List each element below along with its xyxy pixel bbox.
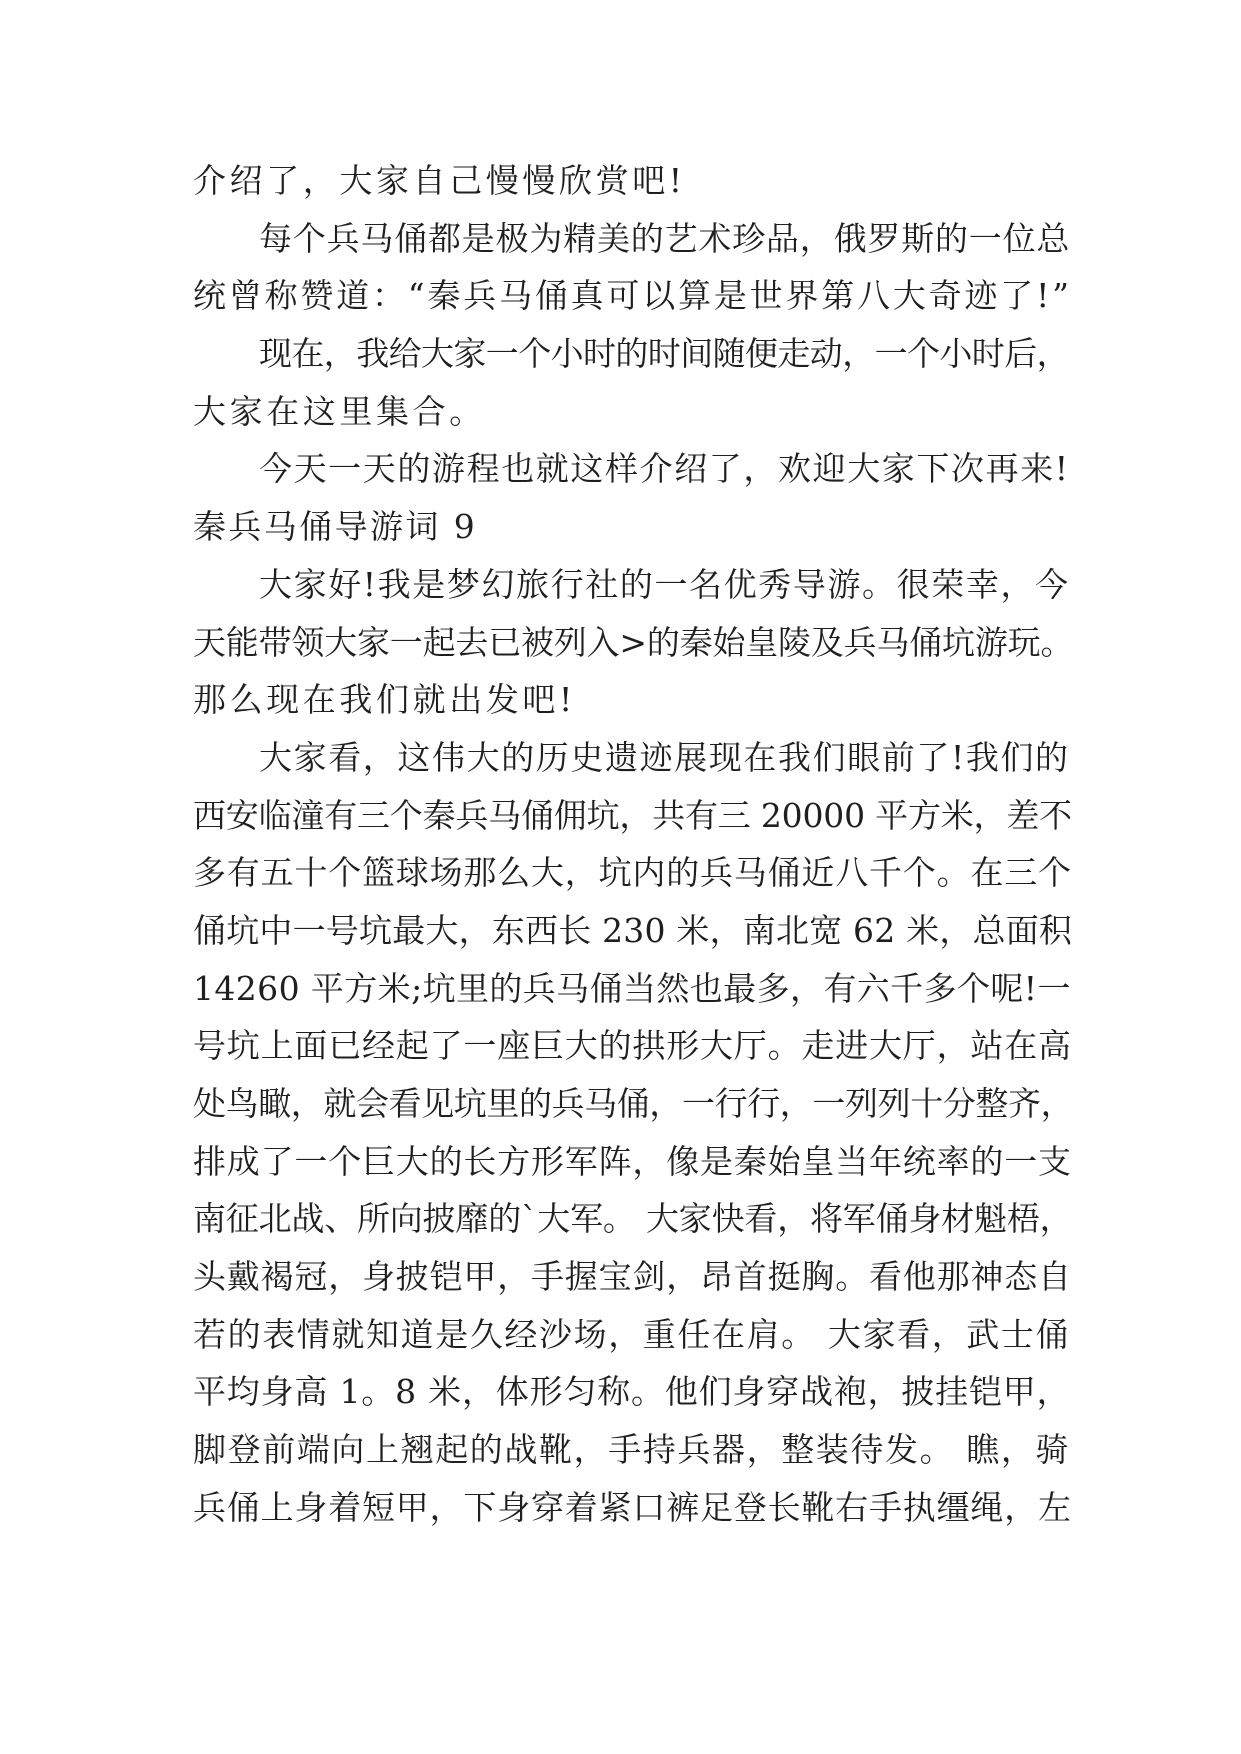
text-line: 排成了一个巨大的长方形军阵，像是秦始皇当年统率的一支 xyxy=(193,1141,1072,1181)
text-line: 每个兵马俑都是极为精美的艺术珍品，俄罗斯的一位总 xyxy=(259,218,1071,258)
text-line: 脚登前端向上翘起的战靴，手持兵器，整装待发。 瞧，骑 xyxy=(193,1430,1071,1470)
text-line: 大家看，这伟大的历史遗迹展现在我们眼前了!我们的 xyxy=(259,737,1070,777)
text-line: 多有五十个篮球场那么大，坑内的兵马俑近八千个。在三个 xyxy=(193,853,1072,893)
text-line: 兵俑上身着短甲，下身穿着紧口裤足登长靴右手执缰绳，左 xyxy=(193,1487,1072,1527)
text-line: 头戴褐冠，身披铠甲，手握宝剑，昂首挺胸。看他那神态自 xyxy=(193,1257,1072,1297)
text-line: 南征北战、所向披靡的`大军。 大家快看，将军俑身材魁梧， xyxy=(193,1199,1073,1239)
text-line: 现在，我给大家一个小时的时间随便走动，一个小时后， xyxy=(259,334,1070,374)
text-line: 今天一天的游程也就这样介绍了，欢迎大家下次再来! xyxy=(259,449,1070,489)
text-line: 大家在这里集合。 xyxy=(193,391,486,431)
text-line: 14260 平方米;坑里的兵马俑当然也最多，有六千多个呢!一 xyxy=(193,968,1071,1008)
text-line: 天能带领大家一起去已被列入>的秦始皇陵及兵马俑坑游玩。 xyxy=(193,622,1074,662)
text-line: 西安临潼有三个秦兵马俑佣坑，共有三 20000 平方米，差不 xyxy=(193,795,1072,835)
text-line: 俑坑中一号坑最大，东西长 230 米，南北宽 62 米，总面积 xyxy=(193,910,1073,950)
document-body xyxy=(193,152,1073,1537)
text-line: 那么现在我们就出发吧! xyxy=(193,680,576,720)
text-line: 处鸟瞰，就会看见坑里的兵马俑，一行行，一列列十分整齐， xyxy=(193,1084,1074,1123)
text-line: 介绍了，大家自己慢慢欣赏吧! xyxy=(193,161,686,200)
text-line: 平均身高 1。8 米，体形匀称。他们身穿战袍，披挂铠甲， xyxy=(193,1372,1071,1412)
text-line: 若的表情就知道是久经沙场，重任在肩。 大家看，武士俑 xyxy=(193,1314,1071,1354)
text-line: 统曾称赞道：“秦兵马俑真可以算是世界第八大奇迹了!” xyxy=(193,276,1072,316)
text-line: 大家好!我是梦幻旅行社的一名优秀导游。很荣幸，今 xyxy=(259,564,1070,604)
text-line: 号坑上面已经起了一座巨大的拱形大厅。走进大厅，站在高 xyxy=(193,1026,1072,1066)
section-heading: 秦兵马俑导游词 9 xyxy=(193,507,478,547)
